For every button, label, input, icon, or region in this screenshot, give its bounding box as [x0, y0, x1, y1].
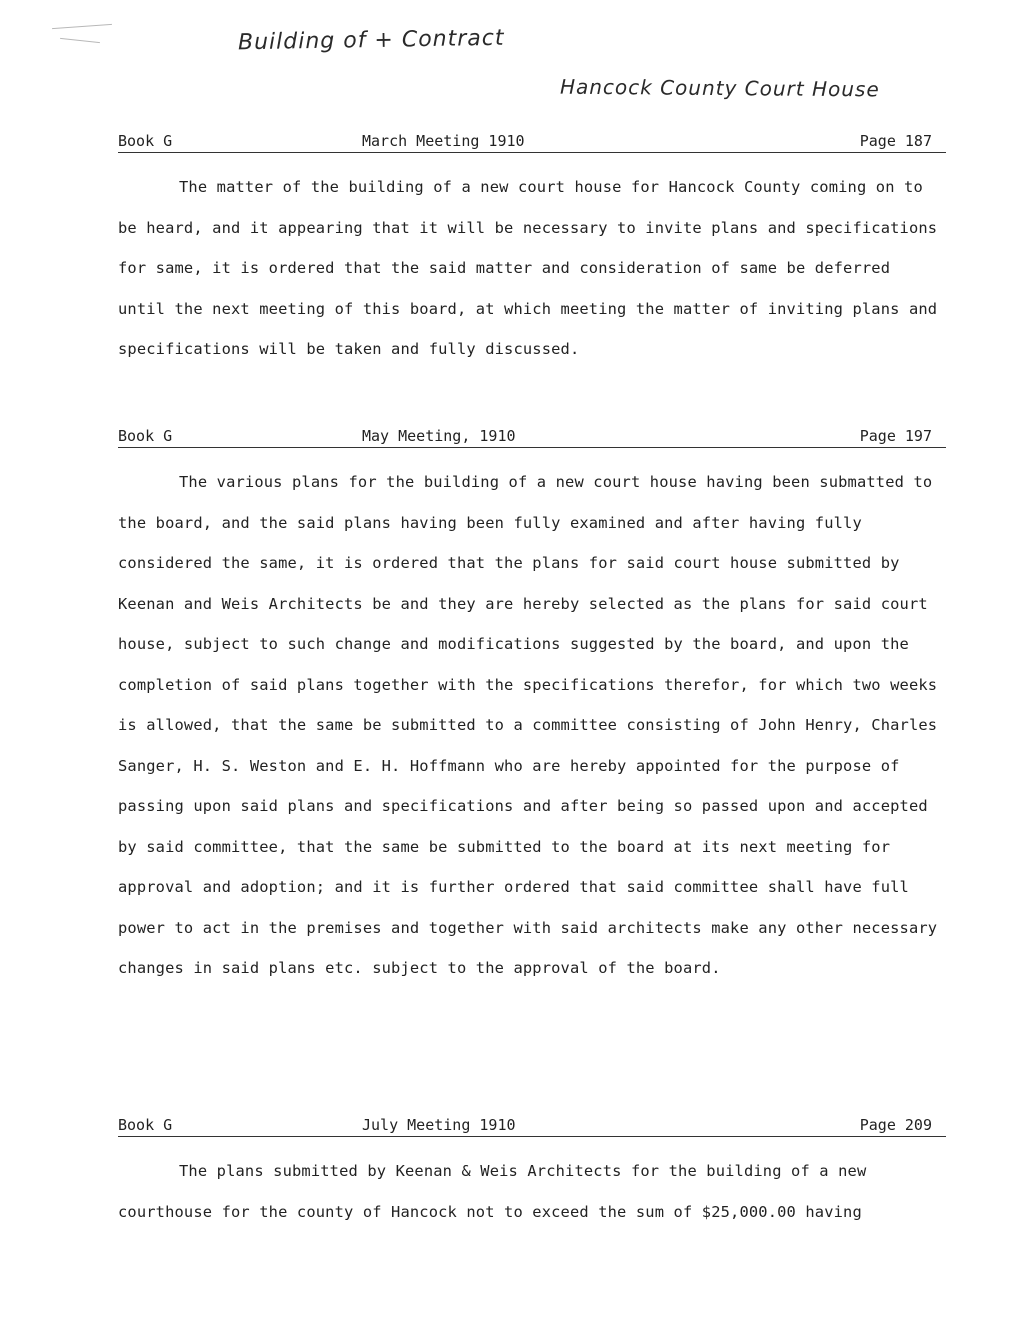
meeting-label: July Meeting 1910	[362, 1116, 516, 1134]
meeting-label: May Meeting, 1910	[362, 427, 516, 445]
book-label: Book G	[118, 1116, 173, 1134]
minutes-paragraph: The plans submitted by Keenan & Weis Architects for the building of a new courthouse for the county of Hancock not to exceed the sum of $25,000.00 having	[118, 1162, 867, 1221]
minutes-section-may	[118, 425, 946, 989]
scan-mark	[52, 24, 112, 29]
minutes-section-march	[118, 130, 946, 370]
page-label: Page 209	[859, 1116, 932, 1134]
meeting-label: March Meeting 1910	[362, 132, 525, 150]
handwritten-subtitle: Hancock County Court House	[559, 74, 880, 102]
section-header	[118, 130, 946, 153]
scan-mark	[60, 38, 100, 43]
minutes-paragraph: The various plans for the building of a new court house having been submatted to the board, and the said plans having been fully examined and after having fully considered the same, it is ordered that the plans for said court house submitted by Keenan and Weis Architects be and they are hereby selected as the plans for said court house, subject to such change and modifications suggested by the board, and upon the completion of said plans together with the specifications therefor, for which two weeks is allowed, that the same be submitted to a committee consisting of John Henry, Charles Sanger, H. S. Weston and E. H. Hoffmann who are hereby appointed for the purpose of passing upon said plans and specifications and after being so passed upon and accepted by said committee, that the same be submitted to the board at its next meeting for approval and adoption; and it is further ordered that said committee shall have full power to act in the premises and together with said architects make any other necessary changes in said plans etc. subject to the approval of the board.	[118, 473, 938, 977]
section-header	[118, 1114, 946, 1137]
minutes-section-july	[118, 1114, 946, 1232]
book-label: Book G	[118, 132, 173, 150]
page-label: Page 187	[859, 132, 932, 150]
minutes-paragraph: The matter of the building of a new court house for Hancock County coming on to be heard, and it appearing that it will be necessary to invite plans and specifications for same, it is ordered that the said matter and consideration of same be deferred until the next meeting of this board, at which meeting the matter of inviting plans and specifications will be taken and fully discussed.	[118, 178, 938, 358]
page-label: Page 197	[859, 427, 932, 445]
book-label: Book G	[118, 427, 173, 445]
handwritten-title: Building of + Contract	[237, 25, 505, 56]
section-header	[118, 425, 946, 448]
